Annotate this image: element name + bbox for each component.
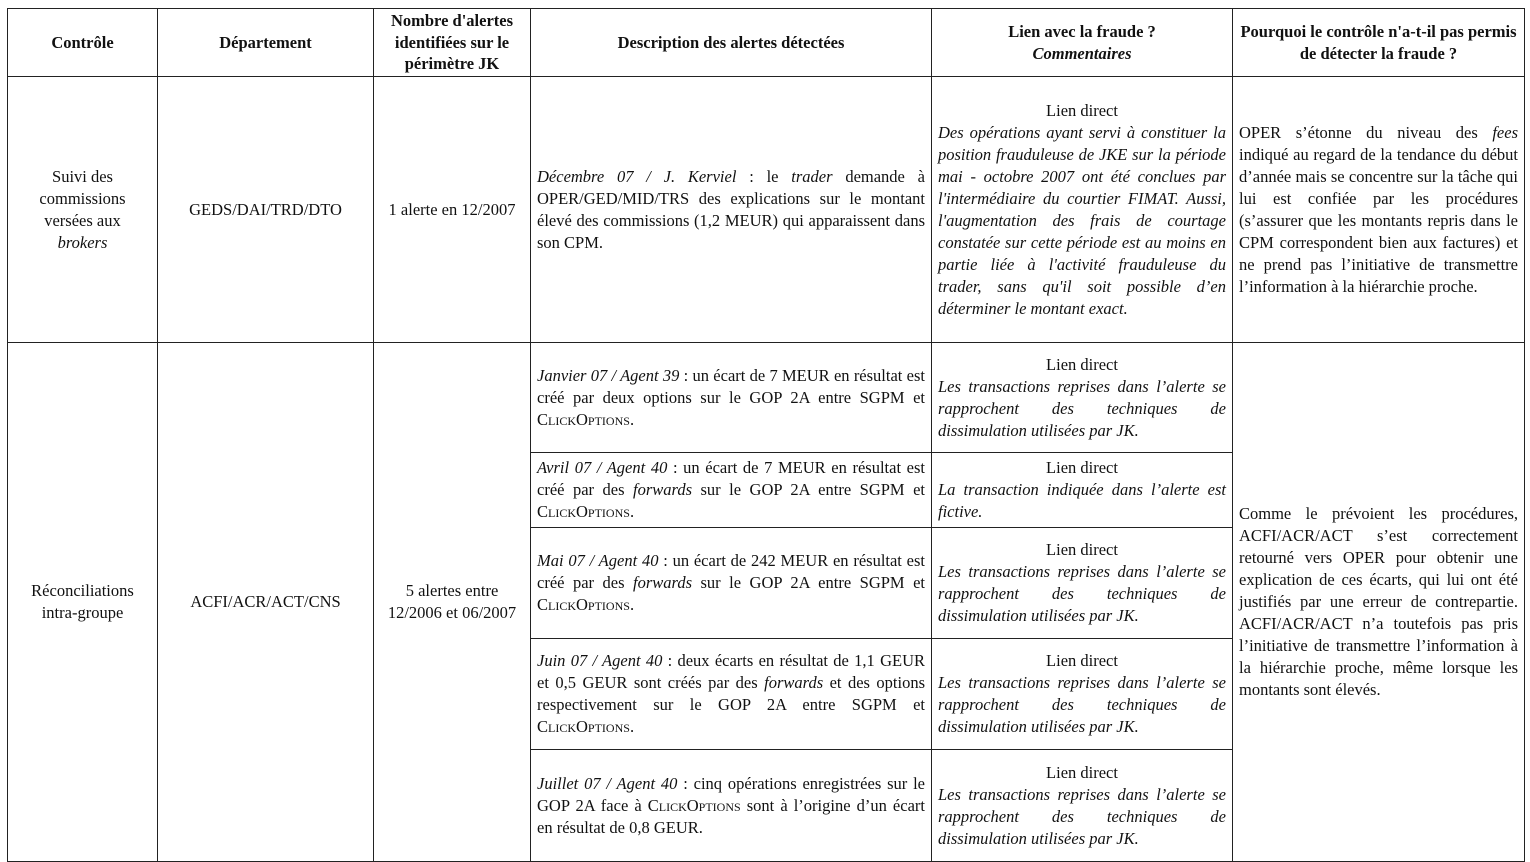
lien-comment: Les transactions reprises dans l’alerte se rapprochent des techniques de dissimulation utilisées par JK. bbox=[938, 376, 1226, 440]
alert-text: . bbox=[629, 717, 635, 736]
alert-smallcaps: ClickOptions bbox=[537, 595, 630, 614]
alert-italic: forwards bbox=[633, 573, 692, 592]
alert-text: . bbox=[629, 409, 635, 429]
header-nombre: Nombre d'alertes identifiées sur le périmètre JK bbox=[374, 9, 531, 77]
alert-text: : deux écarts en résultat de 1,1 GEUR et 0,5 GEUR sont créés par des bbox=[537, 651, 925, 692]
lien-comment: Les transactions reprises dans l’alerte se rapprochent des techniques de dissimulation utilisées par JK. bbox=[938, 784, 1226, 848]
description-cell bbox=[531, 528, 932, 639]
lien-label: Lien direct bbox=[1046, 100, 1118, 120]
controle-cell: Réconciliations intra-groupe bbox=[8, 343, 158, 862]
alert-text: : un écart de 242 MEUR en résultat est créé par des bbox=[537, 551, 925, 592]
pourquoi-italic: fees bbox=[1492, 122, 1518, 142]
lien-label: Lien direct bbox=[1046, 540, 1118, 559]
alert-text: : le bbox=[736, 166, 792, 186]
lien-cell bbox=[932, 639, 1233, 750]
alert-text: : un écart de 7 MEUR en résultat est créé par deux options sur le GOP 2A entre SGPM et bbox=[537, 365, 925, 407]
controle-italic: brokers bbox=[57, 232, 108, 252]
alert-text: et des options respectivement sur le GOP 2A entre SGPM et bbox=[537, 673, 925, 714]
lien-comment: La transaction indiquée dans l’alerte est fictive. bbox=[938, 480, 1226, 521]
alert-italic: trader bbox=[791, 166, 833, 186]
description-cell bbox=[531, 750, 932, 862]
fraud-controls-table bbox=[7, 8, 1525, 862]
header-lien-title: Lien avec la fraude ? bbox=[1008, 22, 1156, 41]
header-lien bbox=[932, 9, 1233, 77]
departement-cell: ACFI/ACR/ACT/CNS bbox=[158, 343, 374, 862]
description-cell bbox=[531, 77, 932, 343]
lien-comment: Les transactions reprises dans l’alerte se rapprochent des techniques de dissimulation utilisées par JK. bbox=[938, 673, 1226, 736]
header-pourquoi: Pourquoi le contrôle n'a-t-il pas permis de détecter la fraude ? bbox=[1233, 9, 1525, 77]
description-cell bbox=[531, 343, 932, 453]
lien-cell bbox=[932, 77, 1233, 343]
alert-text: demande à OPER/GED/MID/TRS des explications sur le montant élevé des commissions (1,2 MEUR) qui apparaissent dans son CPM. bbox=[537, 166, 925, 252]
alert-smallcaps: ClickOptions bbox=[537, 409, 630, 429]
description-cell bbox=[531, 453, 932, 528]
table-row bbox=[8, 77, 1525, 343]
alert-italic: forwards bbox=[633, 480, 692, 499]
alert-text: sur le GOP 2A entre SGPM et bbox=[692, 480, 925, 499]
lien-comment: Des opérations ayant servi à constituer la position frauduleuse de JKE sur la période mai - octobre 2007 ont été conclues par l'intermédiaire du courtier FIMAT. Aussi, l'augmentation des frais de courtage constatée sur cette période est au moins en partie liée à l'activité frauduleuse du trader, sans qu'il soit possible d’en déterminer le montant exact. bbox=[938, 122, 1226, 318]
lien-label: Lien direct bbox=[1046, 354, 1118, 374]
pourquoi-cell bbox=[1233, 77, 1525, 343]
lien-cell bbox=[932, 343, 1233, 453]
lien-label: Lien direct bbox=[1046, 458, 1118, 477]
alert-heading: Juin 07 / Agent 40 bbox=[537, 651, 663, 670]
alert-text: : un écart de 7 MEUR en résultat est créé par des bbox=[537, 458, 925, 499]
header-description: Description des alertes détectées bbox=[531, 9, 932, 77]
lien-cell bbox=[932, 750, 1233, 862]
pourquoi-cell: Comme le prévoient les procédures, ACFI/ACR/ACT s’est correctement retourné vers OPER pour obtenir une explication de ces écarts, qui lui ont été justifiés par une erreur de contrepartie. ACFI/ACR/ACT n’a toutefois pas pris l’initiative de transmettre l’information à la hiérarchie proche, même lorsque les montants sont élevés. bbox=[1233, 343, 1525, 862]
description-cell bbox=[531, 639, 932, 750]
header-controle: Contrôle bbox=[8, 9, 158, 77]
header-departement: Département bbox=[158, 9, 374, 77]
header-lien-subtitle: Commentaires bbox=[1032, 43, 1132, 63]
controle-cell bbox=[8, 77, 158, 343]
departement-cell: GEDS/DAI/TRD/DTO bbox=[158, 77, 374, 343]
lien-cell bbox=[932, 453, 1233, 528]
alert-smallcaps: ClickOptions bbox=[537, 502, 630, 521]
nombre-cell: 5 alertes entre 12/2006 et 06/2007 bbox=[374, 343, 531, 862]
alert-text: sur le GOP 2A entre SGPM et bbox=[692, 573, 925, 592]
alert-text: sont à l’origine d’un écart en résultat de 0,8 GEUR. bbox=[537, 795, 925, 837]
alert-heading: Juillet 07 / Agent 40 bbox=[537, 773, 678, 793]
lien-cell bbox=[932, 528, 1233, 639]
nombre-cell: 1 alerte en 12/2007 bbox=[374, 77, 531, 343]
alert-text: . bbox=[629, 502, 635, 521]
table-row bbox=[8, 343, 1525, 453]
alert-heading: Janvier 07 / Agent 39 bbox=[537, 365, 680, 385]
lien-comment: Les transactions reprises dans l’alerte se rapprochent des techniques de dissimulation utilisées par JK. bbox=[938, 562, 1226, 625]
alert-italic: forwards bbox=[764, 673, 824, 692]
alert-smallcaps: ClickOptions bbox=[537, 717, 630, 736]
alert-text: . bbox=[629, 595, 635, 614]
alert-text: : cinq opérations enregistrées sur le GOP 2A face à bbox=[537, 773, 925, 815]
header-row bbox=[8, 9, 1525, 77]
pourquoi-text: OPER s’étonne du niveau des bbox=[1239, 122, 1493, 142]
alert-heading: Avril 07 / Agent 40 bbox=[537, 458, 668, 477]
lien-label: Lien direct bbox=[1046, 651, 1118, 670]
controle-text: Suivi des commissions versées aux bbox=[39, 166, 126, 230]
alert-heading: Mai 07 / Agent 40 bbox=[537, 551, 659, 570]
alert-heading: Décembre 07 / J. Kerviel bbox=[537, 166, 737, 186]
pourquoi-text: indiqué au regard de la tendance du début d’année mais se concentre sur la tâche qui lui est confiée par les procédures (s’assurer que les montants repris dans le CPM correspondent bien aux factures) et ne prend pas l’initiative de transmettre l’information à la hiérarchie proche. bbox=[1239, 144, 1518, 296]
lien-label: Lien direct bbox=[1046, 762, 1118, 782]
alert-smallcaps: ClickOptions bbox=[647, 795, 741, 815]
